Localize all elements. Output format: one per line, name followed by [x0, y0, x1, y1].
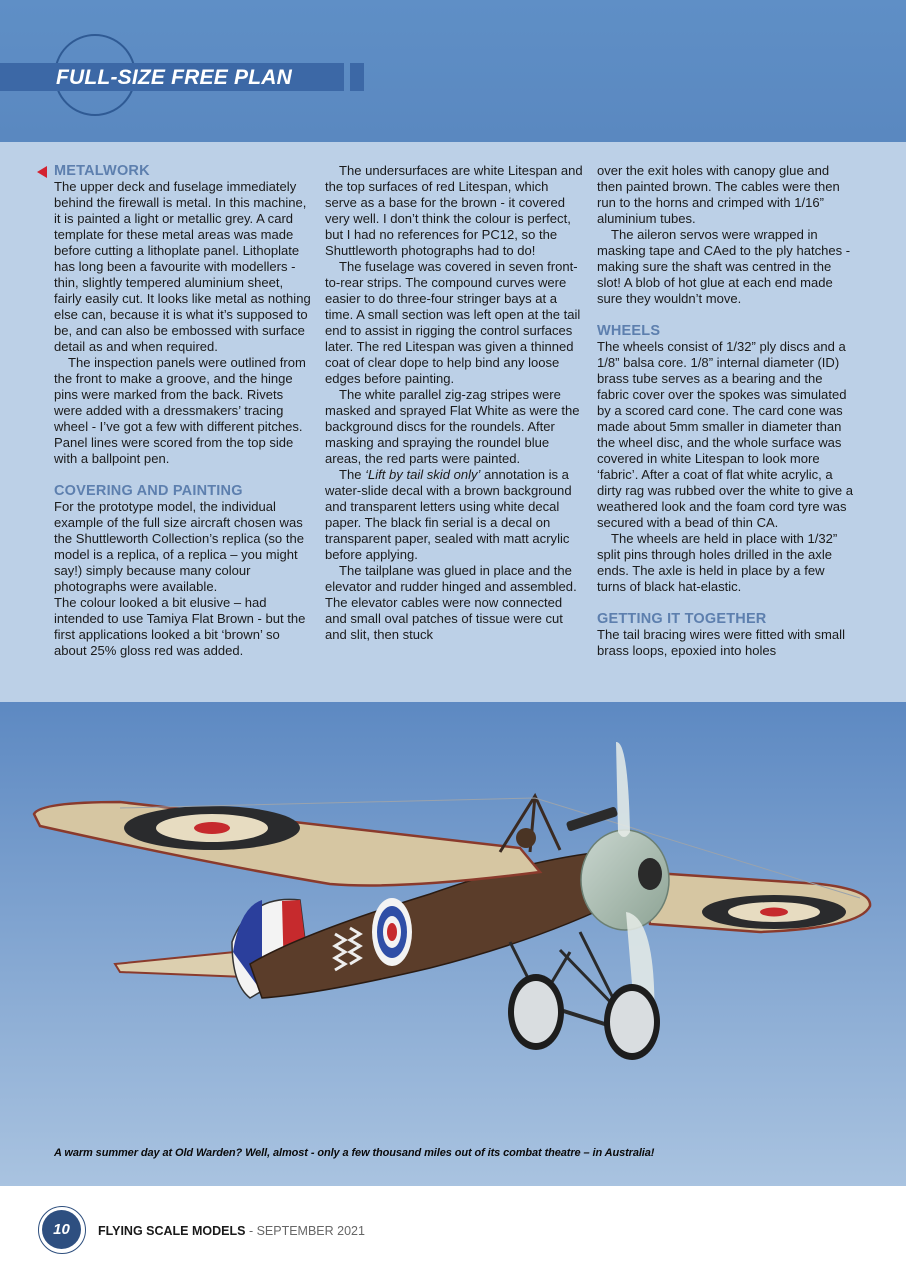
- header-band-tab: [350, 63, 364, 91]
- paragraph: The undersurfaces are white Litespan and the top surfaces of red Litespan, which serve as a base for the brown - it covered very well. I don’t think the colour is perfect, but I had no references for PC12, so the Shuttleworth photographs had to do!: [325, 163, 583, 258]
- fuselage-roundel-red: [387, 923, 397, 941]
- pilot: [516, 828, 536, 848]
- paragraph: [325, 467, 583, 563]
- heading-covering-and-painting: COVERING AND PAINTING: [54, 483, 243, 499]
- left-wheel-hub: [514, 981, 558, 1043]
- header-banner: [0, 0, 906, 142]
- paragraph: The upper deck and fuselage immediately behind the firewall is metal. In this machine, it is painted a light or metallic grey. A card template for these metal areas was made before cutting a lithoplate panel. Lithoplate has long been a favourite with modellers - thin, slightly tempered aluminium sheet, fairly easily cut. It looks like metal as nothing else can, because it is what it’s supposed to be, and can also be embossed with surface detail as and when required.: [54, 179, 311, 354]
- article-column-3: [597, 163, 855, 659]
- text-run: The: [339, 467, 366, 482]
- text-run: annotation is a water-slide decal with a brown background and transparent letters using white decal paper. The black fin serial is a decal on transparent paper, sealed with matt acrylic before applying.: [325, 467, 572, 562]
- right-wheel-hub: [610, 991, 654, 1053]
- paragraph: The inspection panels were outlined from the front to make a groove, and the hinge pins were marked from the back. Rivets were added with a dressmakers’ tracing wheel - I’ve got a few with different pitches. Panel lines were scored from the top side with a ballpoint pen.: [54, 355, 306, 466]
- paragraph: The fuselage was covered in seven front-to-rear strips. The compound curves were easier to do three-four stringer bays at a time. A small section was left open at the tail end to assist in rigging the control surfaces later. The red Litespan was given a thinned coat of clear dope to help bind any loose edges before painting.: [325, 259, 581, 386]
- cowling-opening: [638, 858, 662, 890]
- photo-caption: A warm summer day at Old Warden? Well, almost - only a few thousand miles out of its combat theatre – in Australia!: [54, 1147, 655, 1159]
- left-wing-roundel-red: [194, 822, 230, 834]
- issue-date: - SEPTEMBER 2021: [245, 1224, 365, 1238]
- heading-metalwork: METALWORK: [54, 163, 150, 179]
- paragraph: The wheels are held in place with 1/32” split pins through holes drilled in the axle ends. The axle is held in place by a few turns of black hat-elastic.: [597, 531, 838, 594]
- emphasis-annotation: ‘Lift by tail skid only’: [365, 467, 481, 482]
- paragraph: The tail bracing wires were fitted with small brass loops, epoxied into holes: [597, 627, 845, 658]
- section-title: FULL-SIZE FREE PLAN: [56, 66, 292, 89]
- paragraph: The wheels consist of 1/32” ply discs and a 1/8” balsa core. 1/8” internal diameter (ID) brass tube serves as a bearing and the fabric cover over the spokes was simulated by a scored card cone. The card cone was made about 5mm smaller in diameter than the wheel disc, and the whole surface was covered in white Litespan to look more ‘fabric’. After a coat of flat white acrylic, a dirty rag was rubbed over the white to give a weathered look and the foam cord tyre was secured with a bead of thin CA.: [597, 339, 854, 530]
- paragraph: The tailplane was glued in place and the elevator and rudder hinged and assembled. The elevator cables were now connected and small oval patches of tissue were cut and slit, then stuck: [325, 563, 577, 642]
- footer-credit: [98, 1224, 365, 1238]
- right-wing-roundel-red: [760, 908, 788, 917]
- page-number: 10: [42, 1210, 81, 1249]
- paragraph: over the exit holes with canopy glue and then painted brown. The cables were then run to the horns and crimped with 1/16” aluminium tubes.: [597, 163, 840, 226]
- heading-wheels: WHEELS: [597, 323, 661, 339]
- continued-arrow-icon: [37, 166, 47, 178]
- article-column-2: [325, 163, 583, 643]
- paragraph: The aileron servos were wrapped in masking tape and CAed to the ply hatches - making sure the shaft was centred in the slot! A blob of hot glue at each end made sure they wouldn’t move.: [597, 227, 851, 306]
- paragraph: The white parallel zig-zag stripes were masked and sprayed Flat White as were the background discs for the roundels. After masking and spraying the roundel blue areas, the red parts were painted.: [325, 387, 580, 466]
- aircraft-photo: [0, 702, 906, 1186]
- paragraph: For the prototype model, the individual example of the full size aircraft chosen was the Shuttleworth Collection’s replica (so the model is a replica, of a replica – you might say!) simply because many colour photographs were available.: [54, 499, 304, 594]
- page-number-badge: [38, 1206, 86, 1254]
- article-column-1: [54, 163, 312, 659]
- paragraph: The colour looked a bit elusive – had intended to use Tamiya Flat Brown - but the first applications looked a bit ‘brown’ so about 25% gloss red was added.: [54, 595, 306, 658]
- magazine-name: FLYING SCALE MODELS: [98, 1224, 246, 1238]
- heading-getting-it-together: GETTING IT TOGETHER: [597, 611, 767, 627]
- aircraft-illustration: [0, 702, 906, 1186]
